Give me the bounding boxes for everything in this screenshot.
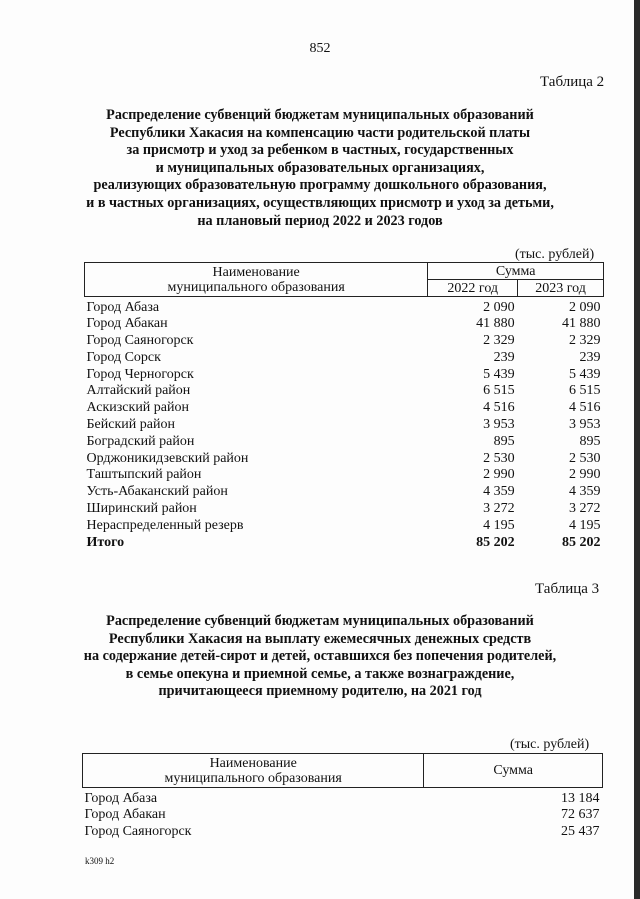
title-line: на содержание детей-сирот и детей, оставшихся без попечения родителей, — [83, 648, 557, 665]
header-sum: Сумма — [424, 754, 603, 788]
table2-label: Таблица 2 — [540, 74, 605, 90]
table2 — [84, 262, 604, 551]
table-row: Боградский район 895 895 — [86, 433, 601, 449]
title-line: и муниципальных образовательных организациях, — [155, 159, 485, 176]
footer-code: k309 h2 — [85, 856, 115, 866]
table3 — [82, 753, 603, 841]
page-number: 852 — [309, 41, 331, 56]
table-row: Город Абакан 72 637 — [84, 807, 600, 823]
table-row: Город Абаза 13 184 — [84, 790, 600, 806]
title-line: причитающееся приемному родителю, на 2021 год — [158, 683, 482, 700]
table3-unit: (тыс. рублей) — [510, 737, 590, 752]
table-row: Ширинский район 3 272 3 272 — [86, 501, 601, 517]
scan-edge — [634, 0, 640, 899]
table-row: Город Саяногорск 2 329 2 329 — [86, 333, 601, 349]
table-row: Усть-Абаканский район 4 359 4 359 — [86, 484, 601, 500]
table3-label: Таблица 3 — [535, 581, 600, 597]
title-line: Распределение субвенций бюджетам муниципальных образований — [106, 107, 534, 123]
table-row: Таштыпский район 2 990 2 990 — [86, 467, 601, 483]
table-row: Город Сорск 239 239 — [86, 349, 601, 365]
table-row: Бейский район 3 953 3 953 — [86, 417, 601, 433]
title-line: Республики Хакасия на выплату ежемесячных денежных средств — [108, 630, 532, 647]
table-row: Город Абакан 41 880 41 880 — [86, 316, 601, 332]
table-row: Город Саяногорск 25 437 — [84, 824, 600, 840]
header-2023: 2023 год — [518, 280, 604, 297]
table-row: Аскизский район 4 516 4 516 — [86, 400, 601, 416]
total-row: Итого 85 202 85 202 — [86, 534, 601, 550]
header-name: Наименование муниципального образования — [85, 263, 428, 297]
title-line: Республики Хакасия на компенсацию части родительской платы — [109, 124, 531, 141]
title-line: реализующих образовательную программу дошкольного образования, — [93, 177, 547, 194]
table-row: Город Черногорск 5 439 5 439 — [86, 366, 601, 382]
table2-unit: (тыс. рублей) — [515, 247, 595, 262]
title-line: Распределение субвенций бюджетам муниципальных образований — [106, 613, 534, 629]
table-row: Орджоникидзевский район 2 530 2 530 — [86, 450, 601, 466]
title-line: и в частных организациях, осуществляющих присмотр и уход за детьми, — [86, 194, 554, 211]
table2-title — [60, 107, 580, 230]
table-row: Нераспределенный резерв 4 195 4 195 — [86, 517, 601, 533]
title-line: на плановый период 2022 и 2023 годов — [197, 212, 443, 229]
header-name: Наименование муниципального образования — [83, 754, 424, 788]
title-line: за присмотр и уход за ребенком в частных, государственных — [126, 142, 514, 159]
header-sum: Сумма — [428, 263, 604, 280]
title-line: в семье опекуна и приемной семье, а также вознаграждение, — [125, 665, 515, 682]
table-row: Город Абаза 2 090 2 090 — [86, 299, 601, 315]
header-2022: 2022 год — [428, 280, 518, 297]
table-row: Алтайский район 6 515 6 515 — [86, 383, 601, 399]
table3-title — [60, 613, 580, 701]
